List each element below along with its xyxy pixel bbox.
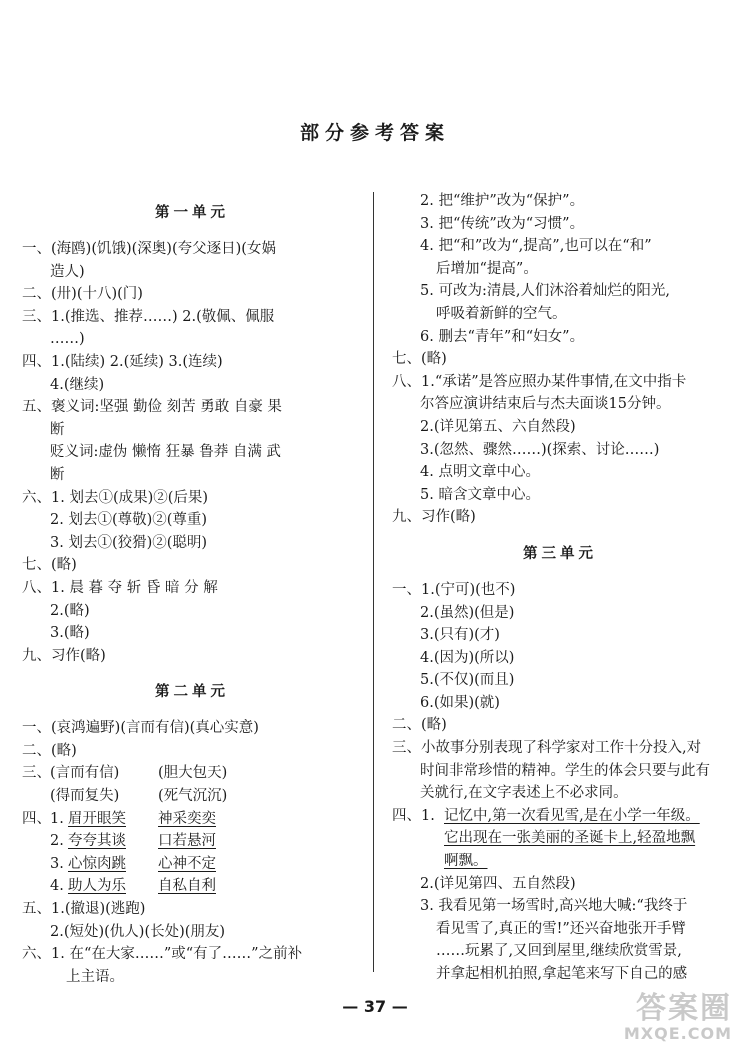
idiom-match-row bbox=[22, 853, 362, 876]
answer-line: 九、习作(略) bbox=[392, 509, 476, 526]
watermark-url: MXQE.COM bbox=[623, 1024, 732, 1043]
answer-line: 2. 划去①(尊敬)②(尊重) bbox=[50, 512, 208, 529]
underlined-text: 记忆中,第一次看见雪,是在小学一年级。 bbox=[444, 807, 700, 824]
answer-line: 尔答应演讲结束后与杰夫面谈15分钟。 bbox=[420, 396, 671, 413]
idiom-match-row bbox=[22, 875, 362, 898]
idiom: 眉开眼笑 bbox=[68, 810, 126, 827]
question-label: 四、1. bbox=[392, 807, 435, 824]
answer-line: ……) bbox=[50, 331, 85, 348]
item-number: 1. bbox=[50, 810, 64, 827]
answer-line: 5. 暗含文章中心。 bbox=[420, 486, 540, 503]
idiom-pair-row bbox=[22, 762, 362, 785]
idiom: 神采奕奕 bbox=[158, 810, 216, 827]
answer-line: 3.(只有)(才) bbox=[420, 627, 500, 644]
answer-line: 呼吸着新鲜的空气。 bbox=[436, 305, 567, 322]
question-label: 四、 bbox=[22, 810, 51, 827]
answer-line: 后增加“提高”。 bbox=[436, 260, 538, 277]
answer-line: 3. 划去①(狡猾)②(聪明) bbox=[50, 534, 208, 551]
answer-line: 看见雪了,真正的雪!”还兴奋地张开手臂 bbox=[436, 920, 686, 937]
answer-line: 贬义词:虚伪 懒惰 狂暴 鲁莽 自满 武 bbox=[50, 444, 281, 461]
idiom: (得而复失) bbox=[50, 788, 120, 805]
answer-line: 6. 删去“青年”和“妇女”。 bbox=[420, 328, 585, 345]
column-divider bbox=[373, 192, 374, 972]
answer-line bbox=[392, 827, 728, 850]
idiom-pair-row bbox=[22, 785, 362, 808]
answer-line: 八、1.“承诺”是答应照办某件事情,在文中指卡 bbox=[392, 373, 687, 390]
answer-line: 一、(哀鸿遍野)(言而有信)(真心实意) bbox=[22, 720, 259, 737]
idiom: 口若悬河 bbox=[158, 833, 216, 850]
right-column bbox=[392, 190, 728, 986]
answer-line: 5. 可改为:清晨,人们沐浴着灿烂的阳光, bbox=[420, 283, 671, 300]
question-label: 三、 bbox=[22, 765, 51, 782]
answer-line: 二、(略) bbox=[392, 717, 447, 734]
answer-line: 八、1. 晨 暮 夺 斩 昏 暗 分 解 bbox=[22, 579, 218, 596]
unit-heading-2: 第二单元 bbox=[155, 684, 229, 701]
answer-line: 4. 把“和”改为“,提高”,也可以在“和” bbox=[420, 238, 652, 255]
item-number: 4. bbox=[50, 878, 64, 895]
answer-line: 三、1.(推选、推荐……) 2.(敬佩、佩服 bbox=[22, 308, 275, 325]
unit-heading-1: 第一单元 bbox=[155, 205, 229, 221]
answer-line: 五、1.(撤退)(逃跑) bbox=[22, 901, 146, 918]
answer-line: 断 bbox=[50, 466, 65, 483]
item-number: 3. bbox=[50, 855, 64, 872]
answer-line: ……玩累了,又回到屋里,继续欣赏雪景, bbox=[436, 943, 682, 960]
answer-line: 2.(略) bbox=[50, 602, 90, 619]
answer-line: 六、1. 划去①(成果)②(后果) bbox=[22, 489, 209, 506]
idiom: 夸夸其谈 bbox=[68, 833, 126, 850]
answer-line: 九、习作(略) bbox=[22, 647, 106, 664]
idiom: 自私自利 bbox=[158, 878, 216, 895]
answer-line: 2.(短处)(仇人)(长处)(朋友) bbox=[50, 923, 226, 940]
answer-line bbox=[392, 850, 728, 873]
left-column bbox=[22, 188, 362, 988]
answer-line: 造人) bbox=[50, 263, 85, 280]
answer-line: 二、(略) bbox=[22, 742, 77, 759]
watermark-text: 答案圈 bbox=[636, 991, 732, 1026]
answer-line: 2.(详见第五、六自然段) bbox=[420, 418, 576, 435]
answer-line: 五、褒义词:坚强 勤俭 刻苦 勇敢 自豪 果 bbox=[22, 399, 282, 416]
answer-line: 七、(略) bbox=[392, 351, 447, 368]
answer-line: 六、1. 在“在大家……”或“有了……”之前补 bbox=[22, 946, 303, 963]
answer-line bbox=[392, 805, 728, 828]
answer-line: 二、(卅)(十八)(门) bbox=[22, 286, 143, 303]
idiom: 心惊肉跳 bbox=[68, 855, 126, 872]
answer-line: 3. 把“传统”改为“习惯”。 bbox=[420, 215, 585, 232]
answer-line: 4.(因为)(所以) bbox=[420, 649, 515, 666]
idiom-match-row bbox=[22, 808, 362, 831]
answer-line: 关就行,在文字表述上不必求同。 bbox=[420, 785, 628, 802]
answer-line: 4. 点明文章中心。 bbox=[420, 464, 540, 481]
answer-line: 6.(如果)(就) bbox=[420, 694, 500, 711]
answer-line: 断 bbox=[50, 421, 65, 438]
answer-line: 2.(虽然)(但是) bbox=[420, 604, 515, 621]
answer-line: 3.(忽然、骤然……)(探索、讨论……) bbox=[420, 441, 660, 458]
answer-line: 上主语。 bbox=[66, 968, 124, 985]
page-title: 部分参考答案 bbox=[299, 122, 450, 144]
idiom: 助人为乐 bbox=[68, 878, 126, 895]
answer-line: 时间非常珍惜的精神。学生的体会只要与此有 bbox=[420, 762, 710, 779]
answer-line: 4.(继续) bbox=[50, 376, 105, 393]
idiom: 心神不定 bbox=[158, 855, 216, 872]
answer-line: 四、1.(陆续) 2.(延续) 3.(连续) bbox=[22, 353, 223, 370]
answer-line: 一、(海鸥)(饥饿)(深奥)(夸父逐日)(女娲 bbox=[22, 241, 276, 257]
idiom: (言而有信) bbox=[50, 765, 120, 782]
answer-line: 七、(略) bbox=[22, 557, 77, 574]
item-number: 2. bbox=[50, 833, 64, 850]
answer-line: 并拿起相机拍照,拿起笔来写下自己的感 bbox=[436, 966, 688, 982]
idiom: (胆大包天) bbox=[158, 765, 228, 782]
watermark-logo bbox=[580, 983, 740, 1043]
answer-line: 一、1.(宁可)(也不) bbox=[392, 581, 516, 598]
underlined-text: 它出现在一张美丽的圣诞卡上,轻盈地飘 bbox=[444, 830, 696, 847]
idiom: (死气沉沉) bbox=[158, 788, 228, 805]
idiom-match-row bbox=[22, 830, 362, 853]
answer-line: 5.(不仅)(而且) bbox=[420, 672, 515, 689]
underlined-text: 啊飘。 bbox=[444, 853, 488, 870]
page-number: — 37 — bbox=[342, 997, 408, 1016]
answer-line: 2.(详见第四、五自然段) bbox=[420, 875, 576, 892]
answer-line: 3.(略) bbox=[50, 625, 90, 642]
unit-heading-3: 第三单元 bbox=[523, 545, 597, 562]
answer-line: 2. 把“维护”改为“保护”。 bbox=[420, 193, 585, 209]
answer-line: 3. 我看见第一场雪时,高兴地大喊:“我终于 bbox=[420, 898, 688, 915]
answer-line: 三、小故事分别表现了科学家对工作十分投入,对 bbox=[392, 740, 702, 757]
